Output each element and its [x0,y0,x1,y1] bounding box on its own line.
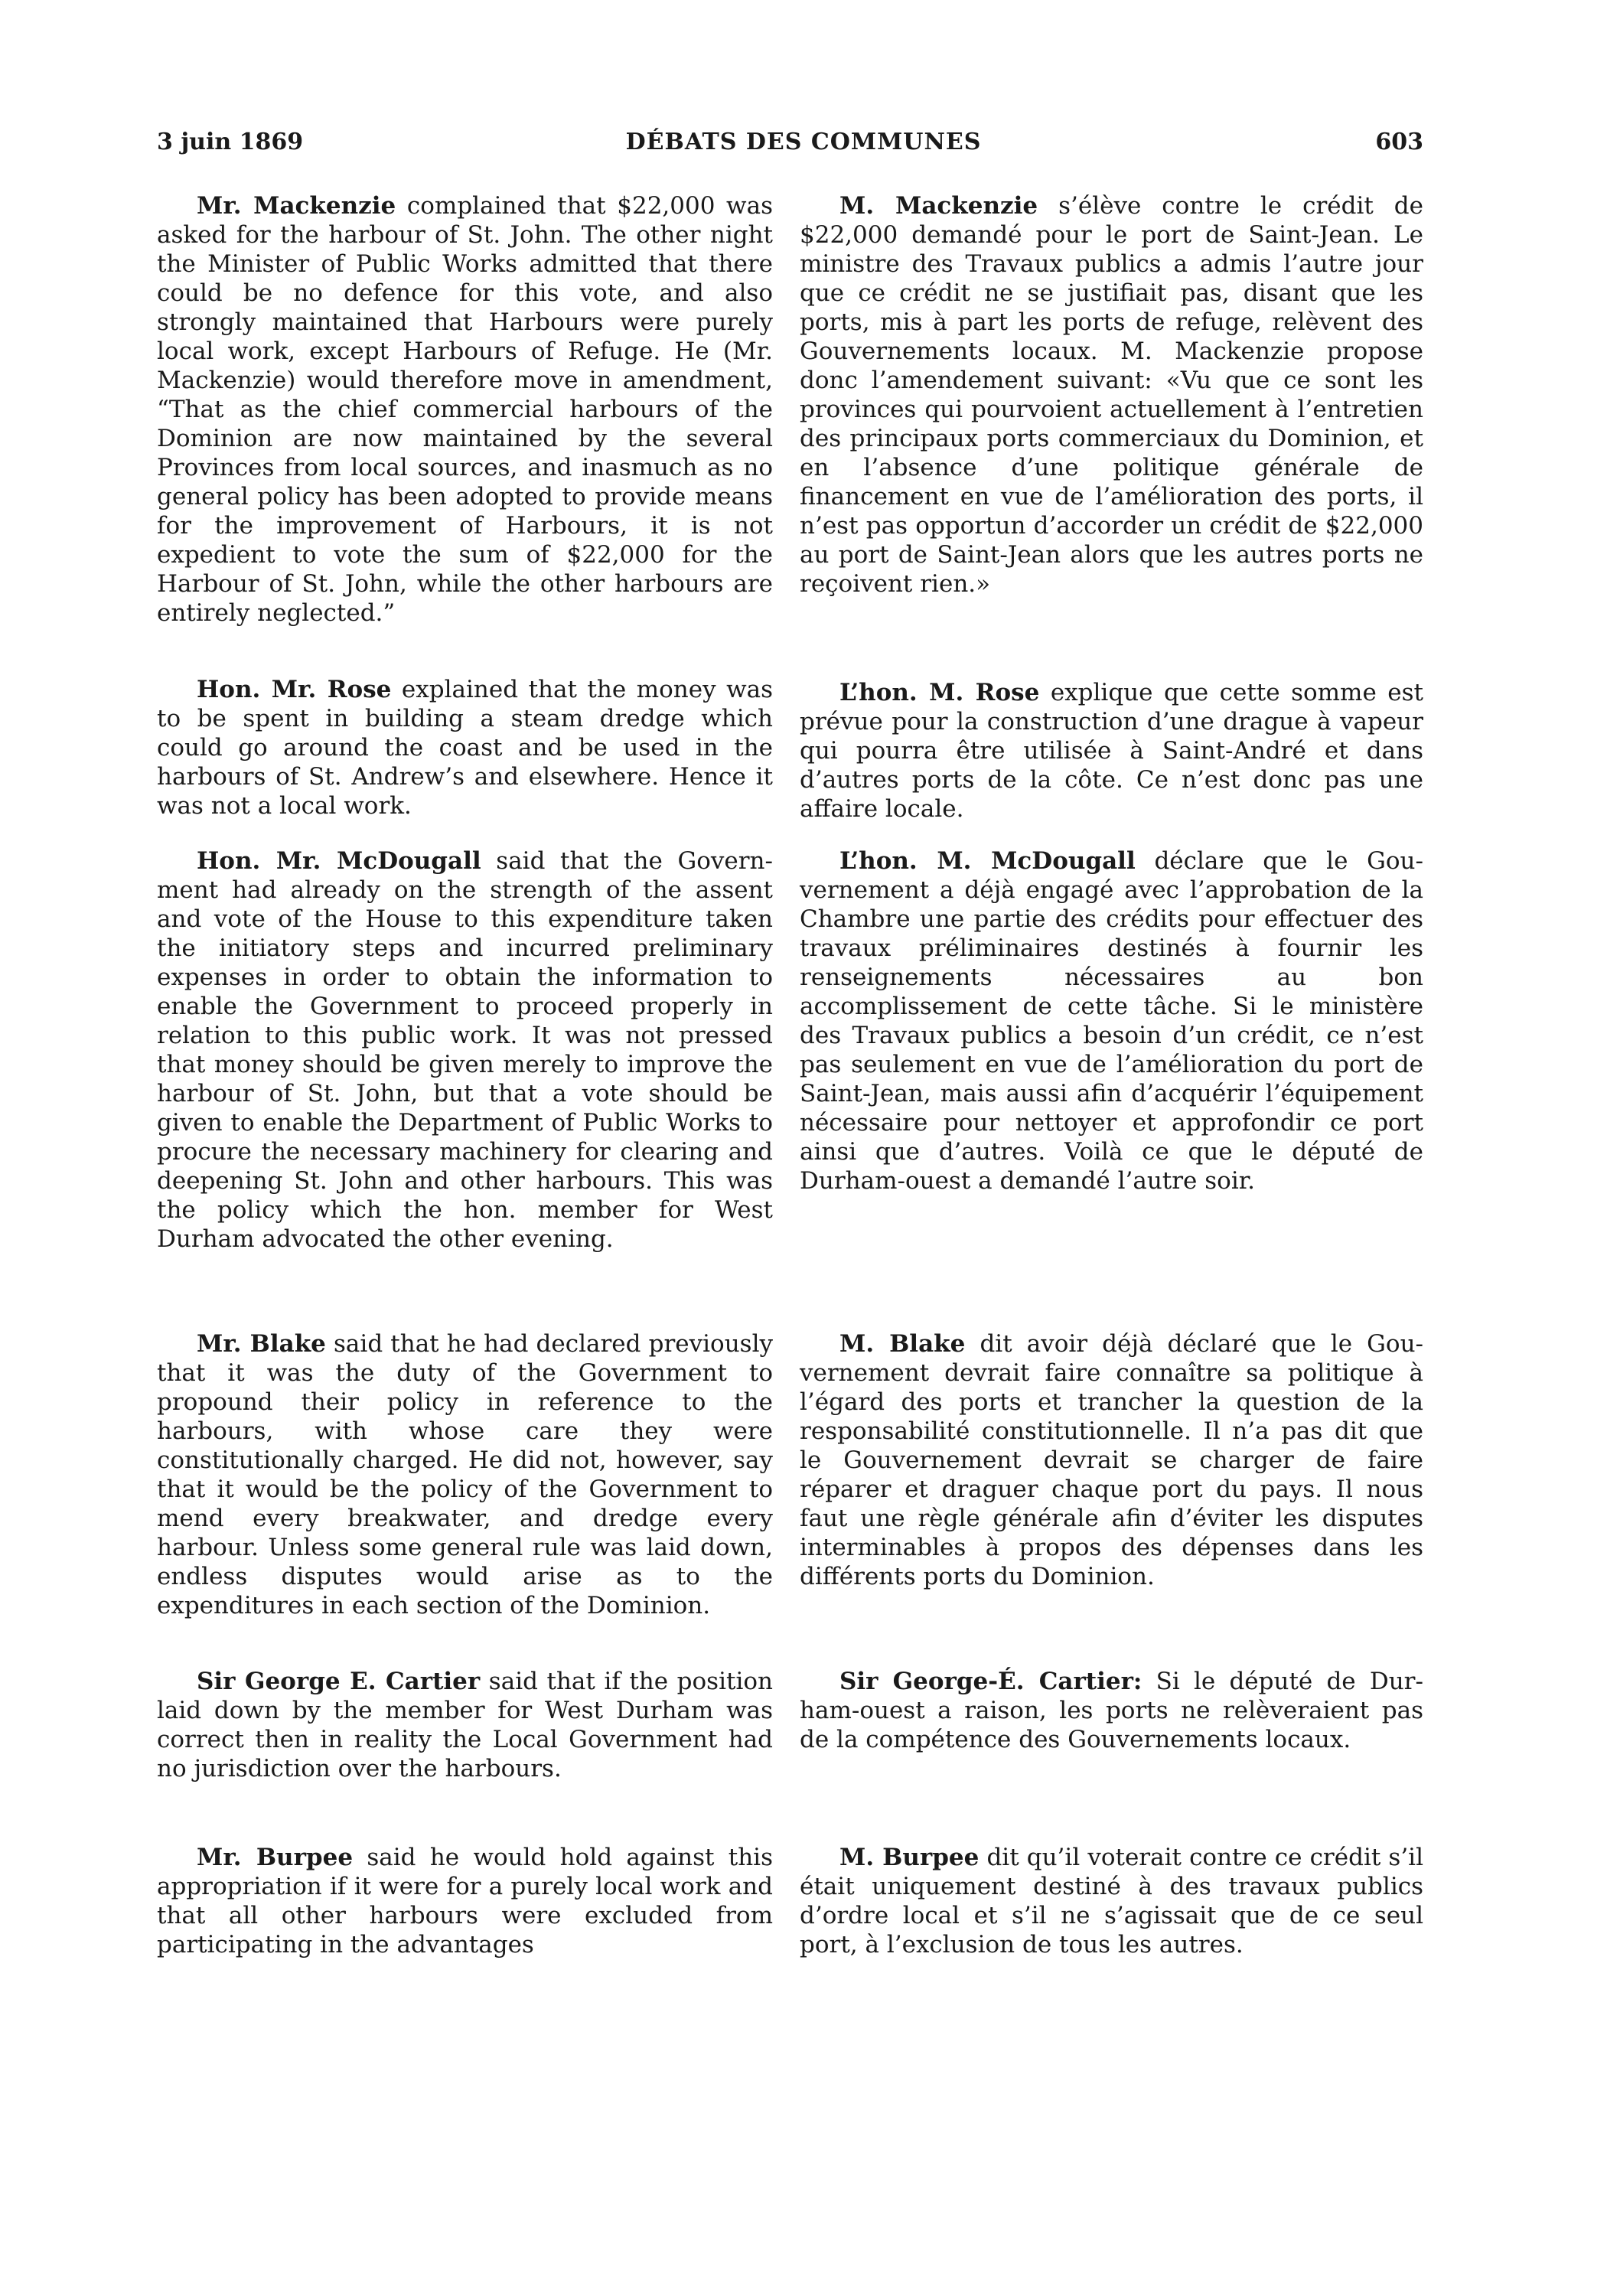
speaker-name: Mr. Blake [197,1330,326,1358]
speech-text: said that the Government had already on the strength of the assent and vote of the House to this expenditure taken the initiatory steps and incurred preliminary expenses in order to obtain the information to enable the Government to proceed properly in relation to this public work. It was not pressed that money should be given merely to improve the harbour of St. John, but that a vote should be given to enable the Department of Public Works to procure the necessary machinery for clearing and deepening St. John and other harbours. This was the policy which the hon. member for West Durham advocated the other evening. [157,847,773,1253]
speech-text: dit qu’il voterait contre ce crédit s’il était uniquement destiné à des travaux publics d’ordre local et s’il ne s’agissait que de ce seul port, à l’exclusion de tous les autres. [800,1844,1423,1958]
french-paragraph [800,1667,1423,1754]
speech-text: explained that the money was to be spent in building a steam dredge which could go around the coast and be used in the harbours of St. Andrew’s and elsewhere. Hence it was not a local work. [157,676,774,820]
speech-text: déclare que le Gouvernement a déjà engagé avec l’approbation de la Chambre une partie des crédits pour effectuer des travaux préliminaires destinés à fournir les renseignements nécessaires au bon accomplissement de cette tâche. Si le ministère des Travaux publics a besoin d’un crédit, ce n’est pas seulement en vue de l’amélioration du port de Saint-Jean, mais aussi afin d’acquérir l’équipement nécessaire pour nettoyer et approfondir ce port ainsi que d’autres. Voilà ce que le député de Durham-ouest a demandé l’autre soir. [800,847,1424,1195]
speaker-name: L’hon. M. McDougall [839,847,1136,875]
french-paragraph [800,1329,1423,1591]
speech-text: explique que cette somme est prévue pour la construction d’une drague à vapeur qui pourra être utilisée à Saint-André et dans d’autres ports de la côte. Ce n’est donc pas une affaire locale. [800,679,1424,823]
english-paragraph [157,1329,773,1620]
speech-text: Si le député de Durham-ouest a raison, les ports ne relèveraient pas de la compétence des Gouvernements locaux. [800,1668,1423,1753]
speaker-name: Sir George E. Cartier [197,1668,481,1695]
speech-text: said that he had declared previously that it was the duty of the Government to propound their policy in reference to the harbours, with whose care they were constitutionally charged. He did not, however, say that it would be the policy of the Government to mend every breakwater, and dredge every harbour. Unless some general rule was laid down, endless disputes would arise as to the expenditures in each section of the Dominion. [157,1330,773,1619]
english-paragraph [157,191,773,628]
french-paragraph [800,846,1423,1195]
speech-text: complained that $22,000 was asked for the harbour of St. John. The other night the Minister of Public Works admitted that there could be no defence for this vote, and also strongly maintained that Harbours were purely local work, except Harbours of Refuge. He (Mr. Mackenzie) would therefore move in amendment, “That as the chief commercial harbours of the Dominion are now maintained by the several Provinces from local sources, and inasmuch as no general policy has been adopted to provide means for the improvement of Harbours, it is not expedient to vote the sum of $22,000 for the Harbour of St. John, while the other harbours are entirely neglected.” [157,192,773,627]
speech-text: said he would hold against this appropriation if it were for a purely local work and that all other harbours were excluded from participating in the advantages [157,1844,773,1958]
french-paragraph [800,678,1423,823]
english-paragraph [157,675,773,820]
french-paragraph [800,191,1423,598]
speaker-name: M. Blake [839,1330,966,1358]
speech-text: said that if the position laid down by the member for West Durham was correct then in reality the Local Government had no jurisdiction over the harbours. [157,1668,773,1782]
speaker-name: Hon. Mr. Rose [197,676,392,703]
speech-text: s’élève contre le crédit de $22,000 demandé pour le port de Saint-Jean. Le ministre des Travaux publics a admis l’autre jour que ce crédit ne se justifiait pas, disant que les ports, mis à part les ports de refuge, relèvent des Gouvernements locaux. M. Mackenzie propose donc l’amendement suivant: «Vu que ce sont les provinces qui pourvoient actuellement à l’entretien des principaux ports commerciaux du Dominion, et en l’absence d’une politique générale de financement en vue de l’amélioration des ports, il n’est pas opportun d’accorder un crédit de $22,000 au port de Saint-Jean alors que les autres ports ne reçoivent rien.» [800,192,1423,598]
english-paragraph [157,1843,773,1959]
speaker-name: M. Mackenzie [839,192,1038,220]
speech-text: dit avoir déjà déclaré que le Gouvernement devrait faire connaître sa politique à l’égard des ports et trancher la question de la responsabilité constitutionnelle. Il n’a pas dit que le Gouvernement devrait se charger de faire réparer et draguer chaque port du pays. Il nous faut une règle générale afin d’éviter les disputes interminables à propos des dépenses dans les différents ports du Dominion. [800,1330,1424,1590]
page-number: 603 [1375,129,1423,155]
page-date: 3 juin 1869 [157,129,304,155]
english-paragraph [157,1667,773,1783]
speaker-name: Hon. Mr. McDougall [197,847,481,875]
speaker-name: Sir George-É. Cartier: [839,1668,1143,1695]
french-paragraph [800,1843,1423,1959]
speaker-name: L’hon. M. Rose [839,679,1040,706]
speaker-name: M. Burpee [839,1844,980,1871]
speaker-name: Mr. Mackenzie [197,192,396,220]
english-paragraph [157,846,773,1254]
speaker-name: Mr. Burpee [197,1844,354,1871]
page-title: DÉBATS DES COMMUNES [625,129,982,155]
